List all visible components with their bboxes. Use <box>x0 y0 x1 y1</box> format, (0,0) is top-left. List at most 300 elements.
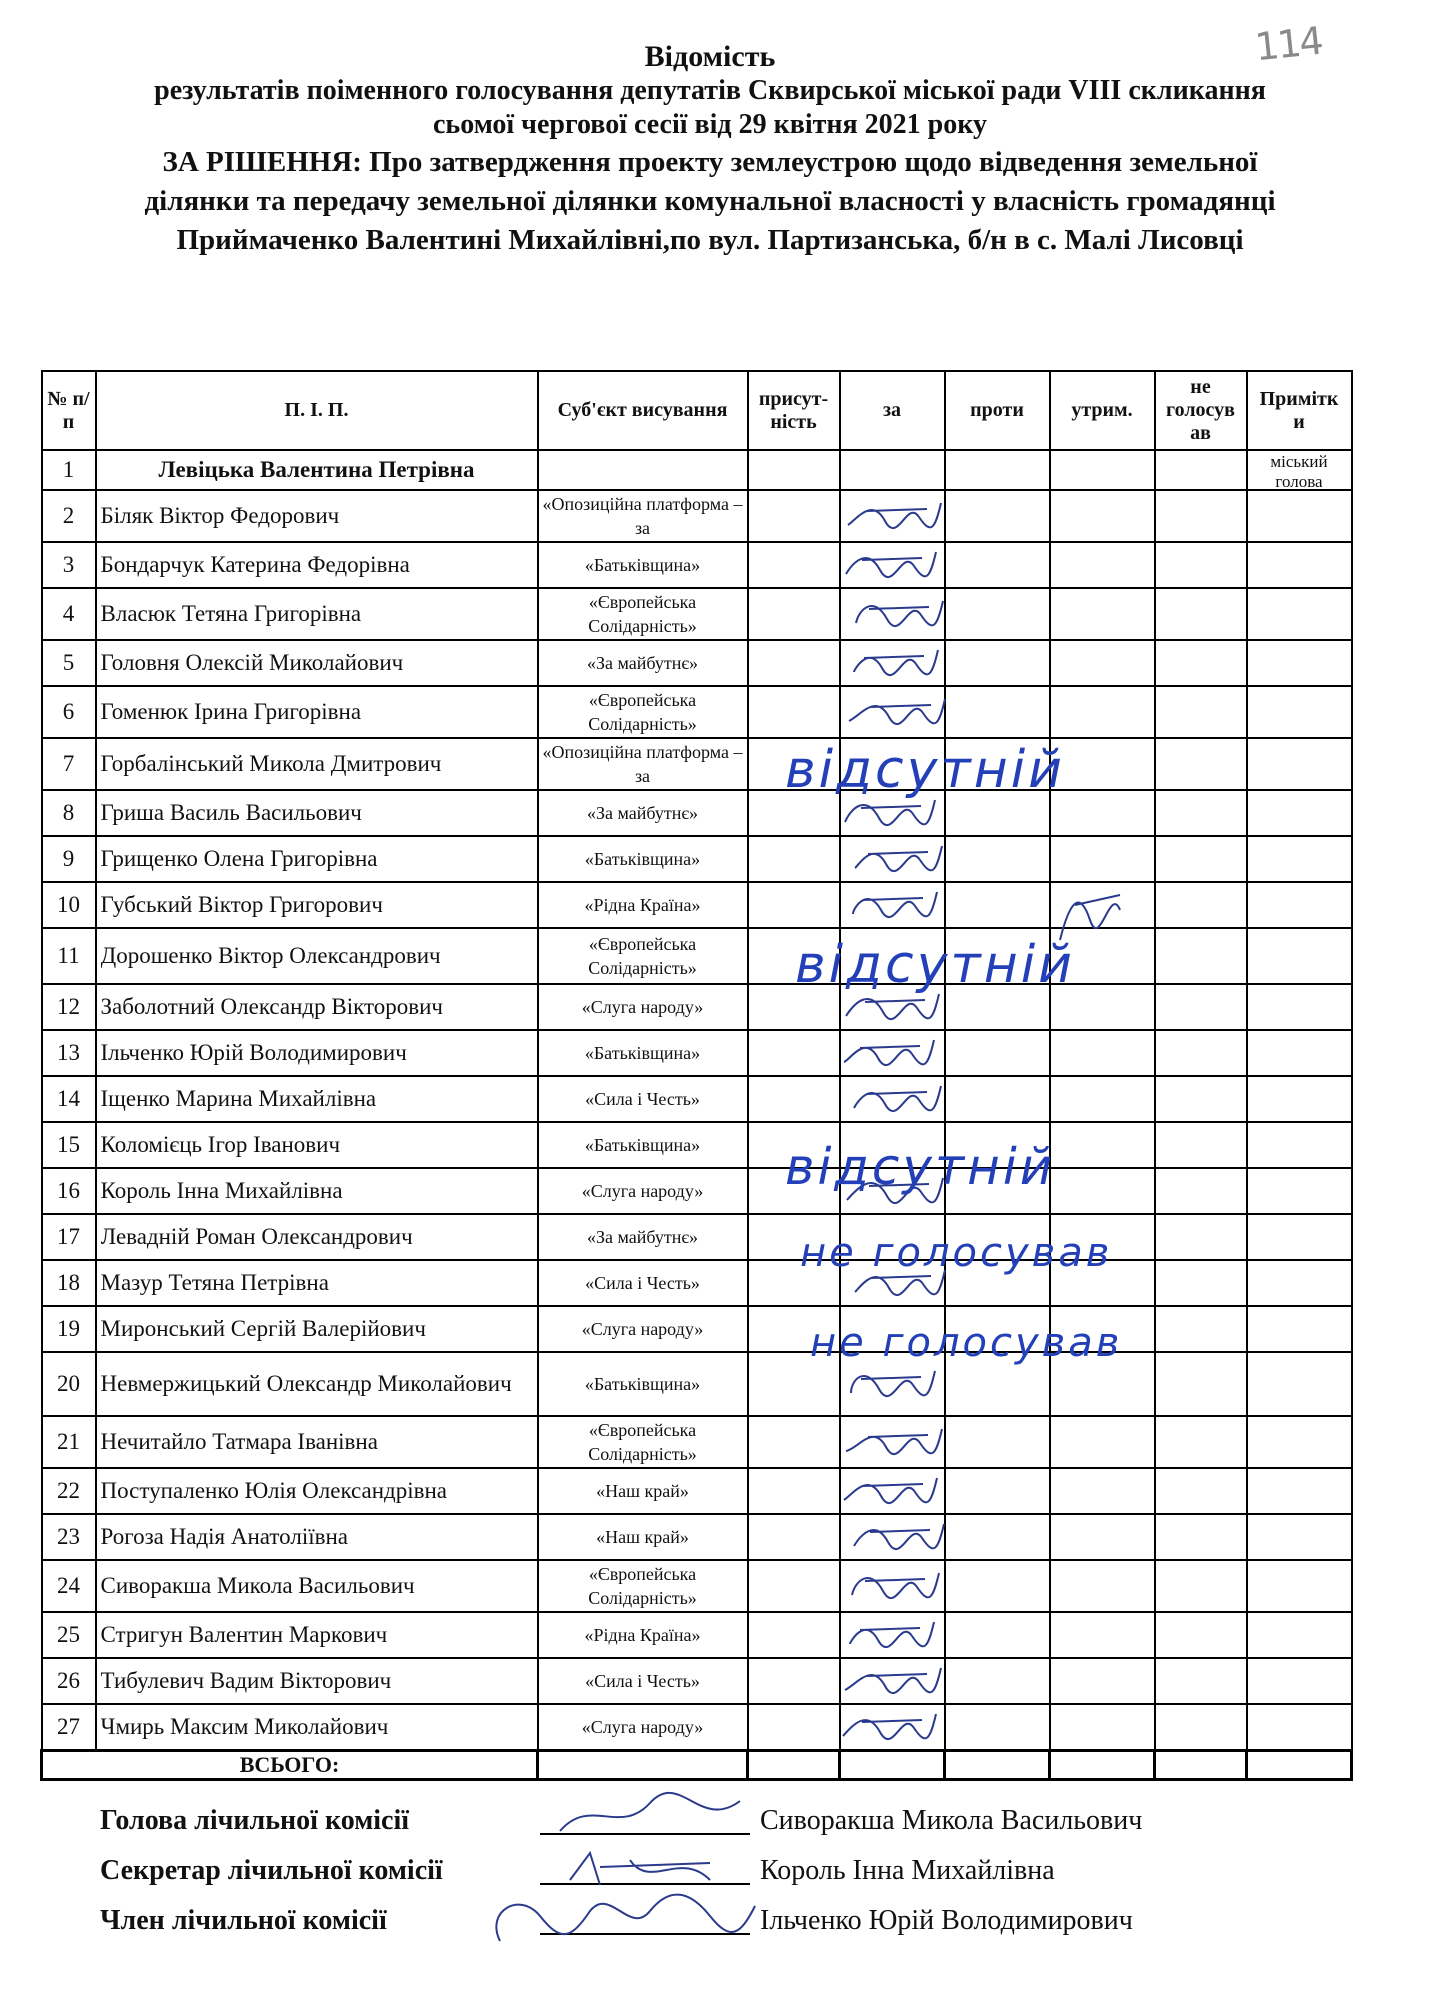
total-label: ВСЬОГО: <box>42 1750 538 1779</box>
row-number-text: 11 <box>57 943 80 968</box>
row-number <box>42 1468 96 1514</box>
not-voted-cell <box>1155 984 1247 1030</box>
table-row <box>42 1560 1352 1612</box>
deputy-name <box>96 1168 538 1214</box>
table-row <box>42 1260 1352 1306</box>
not-voted-cell <box>1155 1260 1247 1306</box>
vote-abstain-cell <box>1050 1076 1155 1122</box>
table-row <box>42 1468 1352 1514</box>
deputy-name <box>96 1514 538 1560</box>
row-number-text: 1 <box>62 457 75 482</box>
nominating-party <box>538 790 748 836</box>
member-role: Член лічильної комісії <box>100 1905 387 1936</box>
note-cell <box>1247 882 1352 928</box>
table-row <box>42 1076 1352 1122</box>
deputy-name-text: Біляк Віктор Федорович <box>100 503 340 528</box>
deputy-name <box>96 882 538 928</box>
deputy-name-text: Грищенко Олена Григорівна <box>100 846 378 871</box>
not-voted-cell <box>1155 1704 1247 1750</box>
nominating-party-text: «Наш край» <box>596 1481 689 1501</box>
nominating-party <box>538 1214 748 1260</box>
presence-cell <box>748 588 840 640</box>
row-number-text: 20 <box>57 1371 80 1396</box>
vote-for-cell <box>840 882 945 928</box>
note-cell <box>1247 542 1352 588</box>
col-notes: Примітк и <box>1247 371 1352 450</box>
vote-against-cell <box>945 1612 1050 1658</box>
nominating-party <box>538 686 748 738</box>
member-name: Ільченко Юрій Володимирович <box>760 1905 1133 1936</box>
note-cell <box>1247 1030 1352 1076</box>
presence-cell <box>748 1560 840 1612</box>
row-number-text: 3 <box>62 552 75 577</box>
not-voted-cell <box>1155 1658 1247 1704</box>
deputy-name <box>96 836 538 882</box>
row-number <box>42 738 96 790</box>
nominating-party-text: «Сила і Честь» <box>585 1273 700 1293</box>
vote-abstain-cell <box>1050 640 1155 686</box>
not-voted-cell <box>1155 542 1247 588</box>
presence-cell <box>748 1468 840 1514</box>
deputy-name <box>96 1352 538 1416</box>
presence-cell <box>748 882 840 928</box>
note-cell <box>1247 738 1352 790</box>
nominating-party <box>538 1260 748 1306</box>
table-row <box>42 450 1352 490</box>
deputy-name <box>96 1416 538 1468</box>
note-cell <box>1247 1704 1352 1750</box>
table-row <box>42 882 1352 928</box>
not-voted-cell <box>1155 738 1247 790</box>
note-cell <box>1247 984 1352 1030</box>
table-row <box>42 542 1352 588</box>
presence-cell <box>748 1076 840 1122</box>
row-number-text: 2 <box>62 503 75 528</box>
nominating-party <box>538 1122 748 1168</box>
row-number-text: 18 <box>57 1270 80 1295</box>
vote-for-cell <box>840 1560 945 1612</box>
not-voted-cell <box>1155 1168 1247 1214</box>
vote-against-cell <box>945 542 1050 588</box>
chair-name: Сиворакша Микола Васильович <box>760 1805 1143 1836</box>
table-row <box>42 1612 1352 1658</box>
note-cell <box>1247 1260 1352 1306</box>
row-number <box>42 1168 96 1214</box>
row-number <box>42 1612 96 1658</box>
not-voted-cell <box>1155 790 1247 836</box>
table-row <box>42 1658 1352 1704</box>
vote-for-cell <box>840 1076 945 1122</box>
col-abstain: утрим. <box>1050 371 1155 450</box>
row-number <box>42 1352 96 1416</box>
row-number-text: 21 <box>57 1429 80 1454</box>
nominating-party <box>538 984 748 1030</box>
not-voted-cell <box>1155 490 1247 542</box>
table-row <box>42 1306 1352 1352</box>
nominating-party-text: «Батьківщина» <box>584 849 701 869</box>
secretary-name: Король Інна Михайлівна <box>760 1855 1055 1886</box>
deputy-name-text: Левіцька Валентина Петрівна <box>158 457 475 482</box>
presence-cell <box>748 1416 840 1468</box>
nominating-party-text: «Сила і Честь» <box>585 1671 700 1691</box>
not-voted-cell <box>1155 1560 1247 1612</box>
row-number <box>42 450 96 490</box>
nominating-party-text: «Батьківщина» <box>584 1043 701 1063</box>
presence-cell <box>748 1030 840 1076</box>
table-row <box>42 790 1352 836</box>
row-number-text: 4 <box>62 601 75 626</box>
table-row <box>42 588 1352 640</box>
note-cell <box>1247 836 1352 882</box>
not-voted-cell <box>1155 1030 1247 1076</box>
handwritten-absent-row-7: відсутній <box>785 740 1065 800</box>
nominating-party-text: «Батьківщина» <box>584 555 701 575</box>
nominating-party <box>538 1468 748 1514</box>
deputy-name <box>96 984 538 1030</box>
row-number-text: 22 <box>57 1478 80 1503</box>
vote-against-cell <box>945 1514 1050 1560</box>
note-cell <box>1247 928 1352 984</box>
vote-abstain-cell <box>1050 790 1155 836</box>
row-number <box>42 836 96 882</box>
table-header-row <box>42 371 1352 450</box>
deputy-name-text: Рогоза Надія Анатоліївна <box>100 1524 348 1549</box>
vote-against-cell <box>945 1704 1050 1750</box>
nominating-party <box>538 450 748 490</box>
presence-cell <box>748 640 840 686</box>
col-present: присут-ність <box>748 371 840 450</box>
vote-abstain-cell <box>1050 738 1155 790</box>
not-voted-cell <box>1155 1122 1247 1168</box>
vote-abstain-cell <box>1050 686 1155 738</box>
decision-line-3: Приймаченко Валентині Михайлівні,по вул. Партизанська, б/н в с. Малі Лисовці <box>176 224 1244 256</box>
deputy-name-text: Сиворакша Микола Васильович <box>100 1573 415 1598</box>
nominating-party <box>538 542 748 588</box>
not-voted-cell <box>1155 1612 1247 1658</box>
row-number <box>42 640 96 686</box>
row-number <box>42 1514 96 1560</box>
row-number <box>42 928 96 984</box>
row-number <box>42 588 96 640</box>
nominating-party-text: «Європейська Солідарність» <box>588 1420 697 1464</box>
note-cell <box>1247 790 1352 836</box>
deputy-name-text: Король Інна Михайлівна <box>100 1178 343 1203</box>
presence-cell <box>748 1514 840 1560</box>
row-number <box>42 1030 96 1076</box>
row-number-text: 25 <box>57 1622 80 1647</box>
deputy-name <box>96 1560 538 1612</box>
row-number-text: 7 <box>62 751 75 776</box>
row-number-text: 27 <box>57 1713 80 1739</box>
note-cell <box>1247 1076 1352 1122</box>
row-number <box>42 1560 96 1612</box>
vote-abstain-cell <box>1050 1704 1155 1750</box>
presence-cell <box>748 1704 840 1750</box>
member-signature <box>480 1881 760 1951</box>
document-header <box>40 40 1380 259</box>
vote-against-cell <box>945 1416 1050 1468</box>
secretary-signature <box>560 1845 740 1895</box>
vote-for-cell <box>840 490 945 542</box>
deputy-name <box>96 790 538 836</box>
nominating-party-text: «Батьківщина» <box>584 1374 701 1394</box>
table-row <box>42 1122 1352 1168</box>
note-cell <box>1247 640 1352 686</box>
nominating-party <box>538 836 748 882</box>
not-voted-cell <box>1155 1416 1247 1468</box>
col-for: за <box>840 371 945 450</box>
vote-for-cell <box>840 588 945 640</box>
member-signature-line <box>540 1933 750 1935</box>
not-voted-cell <box>1155 1076 1247 1122</box>
row-number-text: 14 <box>57 1086 80 1111</box>
handwritten-absent-row-15: відсутній <box>785 1138 1056 1196</box>
not-voted-cell <box>1155 1468 1247 1514</box>
row-number-text: 17 <box>57 1224 80 1249</box>
col-against: проти <box>945 371 1050 450</box>
vote-against-cell <box>945 882 1050 928</box>
not-voted-cell <box>1155 928 1247 984</box>
nominating-party-text: «За майбутнє» <box>586 803 699 823</box>
vote-abstain-cell <box>1050 588 1155 640</box>
deputy-name-text: Поступаленко Юлія Олександрівна <box>100 1478 448 1503</box>
presence-cell <box>748 542 840 588</box>
vote-abstain-cell <box>1050 1514 1155 1560</box>
note-cell <box>1247 1658 1352 1704</box>
deputy-name-text: Невмержицький Олександр Миколайович <box>100 1371 512 1396</box>
note-cell <box>1247 450 1352 490</box>
note-cell <box>1247 1306 1352 1352</box>
secretary-signature-line <box>540 1883 750 1885</box>
nominating-party-text: «Батьківщина» <box>584 1135 701 1155</box>
nominating-party <box>538 1560 748 1612</box>
nominating-party-text: «Слуга народу» <box>581 1319 704 1339</box>
nominating-party <box>538 1612 748 1658</box>
vote-abstain-cell <box>1050 542 1155 588</box>
note-cell <box>1247 1416 1352 1468</box>
nominating-party-text: «Слуга народу» <box>581 1716 704 1737</box>
row-number-text: 24 <box>57 1573 80 1598</box>
deputy-name-text: Іщенко Марина Михайлівна <box>100 1086 377 1111</box>
chair-signature-line <box>540 1833 750 1835</box>
deputy-name <box>96 1260 538 1306</box>
vote-abstain-cell <box>1050 882 1155 928</box>
deputy-name-text: Левадній Роман Олександрович <box>100 1224 413 1249</box>
deputy-name-text: Власюк Тетяна Григорівна <box>100 601 362 626</box>
nominating-party-text: «Опозиційна платформа – за <box>542 494 743 538</box>
deputy-name-text: Головня Олексій Миколайович <box>100 650 404 675</box>
table-row <box>42 1030 1352 1076</box>
table-row <box>42 984 1352 1030</box>
row-number-text: 16 <box>57 1178 80 1203</box>
table-row <box>42 1704 1352 1750</box>
nominating-party <box>538 1076 748 1122</box>
vote-abstain-cell <box>1050 1658 1155 1704</box>
row-number-text: 10 <box>57 892 80 917</box>
row-number-text: 8 <box>62 800 75 825</box>
not-voted-cell <box>1155 1214 1247 1260</box>
handwritten-absent-row-11: відсутній <box>795 935 1075 995</box>
nominating-party <box>538 1658 748 1704</box>
row-number <box>42 490 96 542</box>
row-number <box>42 1416 96 1468</box>
nominating-party-text: «Сила і Честь» <box>585 1089 700 1109</box>
vote-against-cell <box>945 1658 1050 1704</box>
vote-for-cell <box>840 1514 945 1560</box>
table-row <box>42 1416 1352 1468</box>
handwritten-not-voted-row-19: не голосував <box>810 1320 1123 1366</box>
row-number <box>42 1306 96 1352</box>
vote-against-cell <box>945 836 1050 882</box>
nominating-party <box>538 1030 748 1076</box>
vote-for-cell <box>840 1030 945 1076</box>
note-cell <box>1247 1560 1352 1612</box>
vote-against-cell <box>945 1560 1050 1612</box>
row-number <box>42 1076 96 1122</box>
not-voted-cell <box>1155 1352 1247 1416</box>
note-cell <box>1247 1122 1352 1168</box>
vote-against-cell <box>945 490 1050 542</box>
nominating-party <box>538 1416 748 1468</box>
row-number <box>42 882 96 928</box>
nominating-party-text: «Європейська Солідарність» <box>588 690 697 734</box>
vote-against-cell <box>945 588 1050 640</box>
deputy-name-text: Миронський Сергій Валерійович <box>100 1316 426 1341</box>
vote-against-cell <box>945 1076 1050 1122</box>
row-number <box>42 686 96 738</box>
note-cell <box>1247 1352 1352 1416</box>
table-row <box>42 738 1352 790</box>
vote-for-cell <box>840 836 945 882</box>
col-party: Суб'єкт висування <box>538 371 748 450</box>
row-number-text: 13 <box>57 1040 80 1065</box>
row-number <box>42 984 96 1030</box>
header-line-2: сьомої чергової сесії від 29 квітня 2021 року <box>433 109 987 140</box>
row-number-text: 9 <box>62 846 75 871</box>
not-voted-cell <box>1155 1306 1247 1352</box>
vote-against-cell <box>945 640 1050 686</box>
nominating-party <box>538 588 748 640</box>
nominating-party <box>538 1704 748 1750</box>
deputy-name-text: Стригун Валентин Маркович <box>100 1622 388 1647</box>
row-number <box>42 1658 96 1704</box>
vote-for-cell <box>840 1612 945 1658</box>
table-row <box>42 1168 1352 1214</box>
deputy-name-text: Ільченко Юрій Володимирович <box>100 1040 407 1065</box>
row-number-text: 26 <box>57 1668 80 1693</box>
nominating-party-text: «Європейська Солідарність» <box>588 1564 697 1608</box>
deputy-name-text: Губський Віктор Григорович <box>100 892 383 917</box>
row-number-text: 15 <box>57 1132 80 1157</box>
vote-for-cell <box>840 1416 945 1468</box>
nominating-party <box>538 738 748 790</box>
row-number <box>42 1214 96 1260</box>
vote-for-cell <box>840 686 945 738</box>
note-cell <box>1247 1612 1352 1658</box>
vote-abstain-cell <box>1050 1168 1155 1214</box>
nominating-party <box>538 1352 748 1416</box>
deputy-name <box>96 1214 538 1260</box>
document-title: Відомість <box>644 40 776 73</box>
deputy-name <box>96 450 538 490</box>
note-cell <box>1247 1168 1352 1214</box>
deputy-name <box>96 588 538 640</box>
not-voted-cell <box>1155 686 1247 738</box>
row-number-text: 23 <box>57 1524 80 1549</box>
not-voted-cell <box>1155 882 1247 928</box>
vote-against-cell <box>945 450 1050 490</box>
vote-for-cell <box>840 640 945 686</box>
row-number <box>42 542 96 588</box>
vote-abstain-cell <box>1050 450 1155 490</box>
chair-role: Голова лічильної комісії <box>100 1805 410 1836</box>
deputy-name <box>96 738 538 790</box>
table-row <box>42 490 1352 542</box>
not-voted-cell <box>1155 1514 1247 1560</box>
presence-cell <box>748 686 840 738</box>
vote-abstain-cell <box>1050 1560 1155 1612</box>
nominating-party-text: «Європейська Солідарність» <box>588 592 697 636</box>
vote-abstain-cell <box>1050 836 1155 882</box>
row-number <box>42 1704 96 1750</box>
vote-against-cell <box>945 1030 1050 1076</box>
vote-abstain-cell <box>1050 490 1155 542</box>
deputy-name-text: Тибулевич Вадим Вікторович <box>100 1668 392 1693</box>
deputy-name <box>96 1704 538 1750</box>
deputy-name-text: Гоменюк Ірина Григорівна <box>100 699 362 724</box>
not-voted-cell <box>1155 836 1247 882</box>
row-number-text: 12 <box>57 994 80 1019</box>
deputy-name-text: Гриша Василь Васильович <box>100 800 362 825</box>
nominating-party <box>538 1306 748 1352</box>
col-not-voted: не голосув ав <box>1155 371 1247 450</box>
vote-for-cell <box>840 542 945 588</box>
not-voted-cell <box>1155 588 1247 640</box>
handwritten-not-voted-row-17: не голосував <box>800 1230 1113 1276</box>
presence-cell <box>748 836 840 882</box>
deputy-name <box>96 1612 538 1658</box>
deputy-name <box>96 1306 538 1352</box>
not-voted-cell <box>1155 450 1247 490</box>
deputy-name-text: Заболотний Олександр Вікторович <box>100 994 443 1019</box>
page-number: 114 <box>1252 18 1324 70</box>
deputy-name <box>96 640 538 686</box>
vote-abstain-cell <box>1050 1612 1155 1658</box>
deputy-name-text: Мазур Тетяна Петрівна <box>100 1270 329 1295</box>
voting-table <box>40 370 1353 1781</box>
deputy-name <box>96 928 538 984</box>
note-cell <box>1247 1514 1352 1560</box>
nominating-party-text: «Рідна Країна» <box>584 1625 701 1645</box>
col-num: № п/п <box>42 371 96 450</box>
note-cell <box>1247 1214 1352 1260</box>
table-row <box>42 1352 1352 1416</box>
deputy-name-text: Коломієць Ігор Іванович <box>100 1132 341 1157</box>
nominating-party-text: «Європейська Солідарність» <box>588 934 697 978</box>
nominating-party-text: «За майбутнє» <box>586 1227 699 1247</box>
deputy-name-text: Бондарчук Катерина Федорівна <box>100 552 410 577</box>
table-row <box>42 1514 1352 1560</box>
row-number-text: 19 <box>57 1316 80 1341</box>
vote-abstain-cell <box>1050 1122 1155 1168</box>
presence-cell <box>748 1658 840 1704</box>
nominating-party <box>538 1514 748 1560</box>
deputy-name-text: Нечитайло Татмара Іванівна <box>100 1429 378 1454</box>
vote-abstain-cell <box>1050 1416 1155 1468</box>
vote-against-cell <box>945 686 1050 738</box>
total-row <box>42 1750 1352 1779</box>
nominating-party-text: «Слуга народу» <box>581 1181 704 1201</box>
